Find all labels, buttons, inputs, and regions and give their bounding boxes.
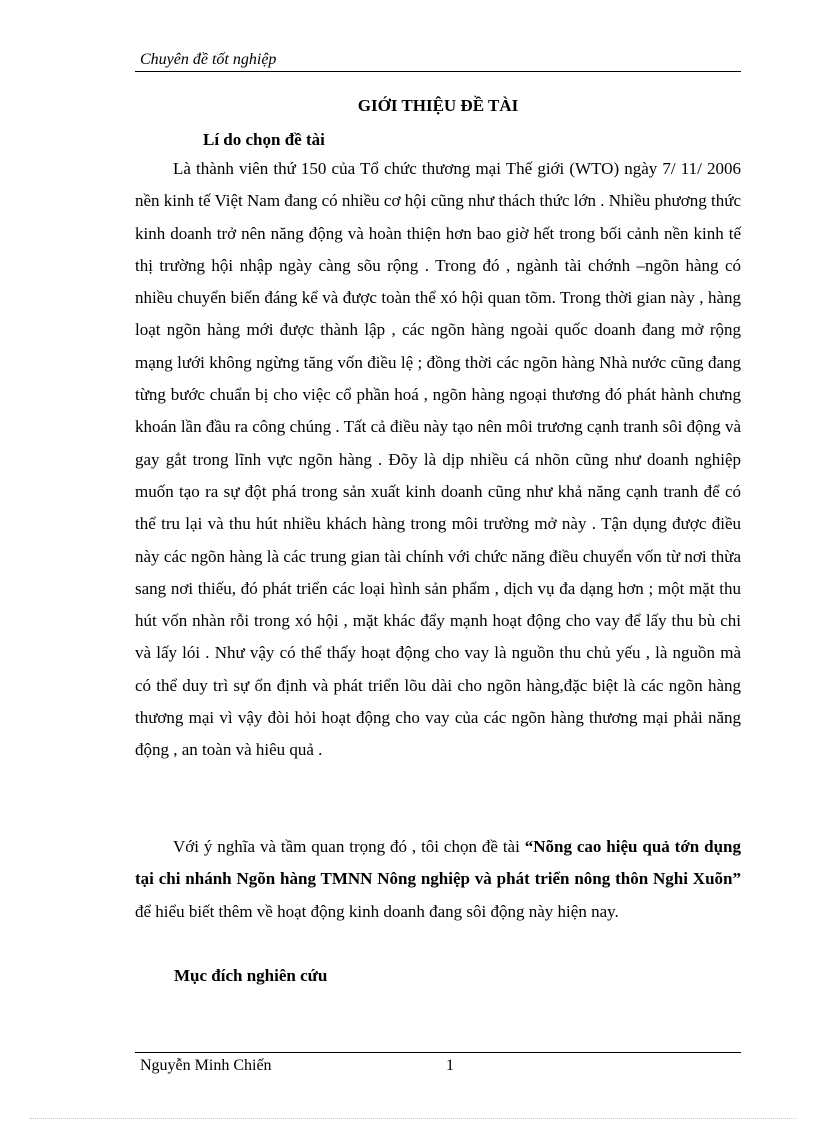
- paragraph-2-tail: để hiểu biết thêm về hoạt động kinh doanh đang sôi động này hiện nay.: [135, 901, 619, 921]
- body-paragraph-2: [135, 831, 741, 928]
- paragraph-2-lead: Với ý nghĩa và tầm quan trọng đó , tôi chọn đề tài: [173, 837, 525, 856]
- footer-divider: [135, 1052, 741, 1053]
- section-heading-purpose: Mục đích nghiên cứu: [174, 966, 328, 985]
- running-header: Chuyên đề tốt nghiệp: [140, 51, 277, 68]
- body-paragraph-1: Là thành viên thứ 150 của Tổ chức thương mại Thế giới (WTO) ngày 7/ 11/ 2006 nền kinh tế Việt Nam đang có nhiều cơ hội cũng như thách thức lớn . Nhiều phương thức kinh doanh trở nên năng động và hoàn thiện hơn bao giờ hết trong bối cảnh nền kinh tế thị trường hội nhập ngày càng sõu rộng . Trong đó , ngành tài chớnh –ngõn hàng có nhiều chuyển biến đáng kể và được toàn thể xó hội quan tõm. Trong thời gian này , hàng loạt ngõn hàng mới được thành lập , các ngõn hàng ngoài quốc doanh đang mở rộng mạng lưới không ngừng tăng vốn điều lệ ; đồng thời các ngõn hàng Nhà nước cũng đang từng bước chuẩn bị cho việc cổ phần hoá , ngõn hàng ngoại thương đó phát hành chưng khoán lần đầu ra công chúng . Tất cả điều này tạo nên môi trương cạnh tranh sôi động và gay gắt trong lĩnh vực ngõn hàng . Đõy là dịp nhiều cá nhõn cũng như doanh nghiệp muốn tạo ra sự đột phá trong sản xuất kinh doanh cũng như khả năng cạnh tranh để có thể tru lại và thu hút nhiều khách hàng trong môi trường mở này . Tận dụng được điều này các ngõn hàng là các trung gian tài chính với chức năng điều chuyển vốn từ nơi thừa sang nơi thiếu, đó phát triển các loại hình sản phẩm , dịch vụ đa dạng hơn ; một mặt thu hút vốn nhàn rỗi trong xó hội , mặt khác đẩy mạnh hoạt động cho vay để lấy thu bù chi và lấy lói . Như vậy có thể thấy hoạt động cho vay là nguồn thu chủ yếu , là nguồn mà có thể duy trì sự ổn định và phát triển lõu dài cho ngõn hàng,đặc biệt là các ngõn hàng thương mại vì vậy đòi hỏi hoạt động cho vay của các ngõn hàng thương mại phải năng động , an toàn và hiêu quả .: [135, 159, 741, 760]
- document-title: GIỚI THIỆU ĐỀ TÀI: [357, 96, 519, 115]
- page-number: 1: [446, 1057, 454, 1074]
- topic-title: “Nõng cao hiệu quả tớn dụng tại chi nhánh Ngõn hàng TMNN Nông nghiệp và phát triển nông thôn Nghi Xuõn”: [135, 837, 741, 889]
- header-divider: [135, 71, 741, 72]
- footer-author: Nguyễn Minh Chiến: [140, 1057, 272, 1074]
- page-boundary: [30, 1118, 796, 1119]
- section-heading-reason: Lí do chọn đề tài: [203, 130, 325, 149]
